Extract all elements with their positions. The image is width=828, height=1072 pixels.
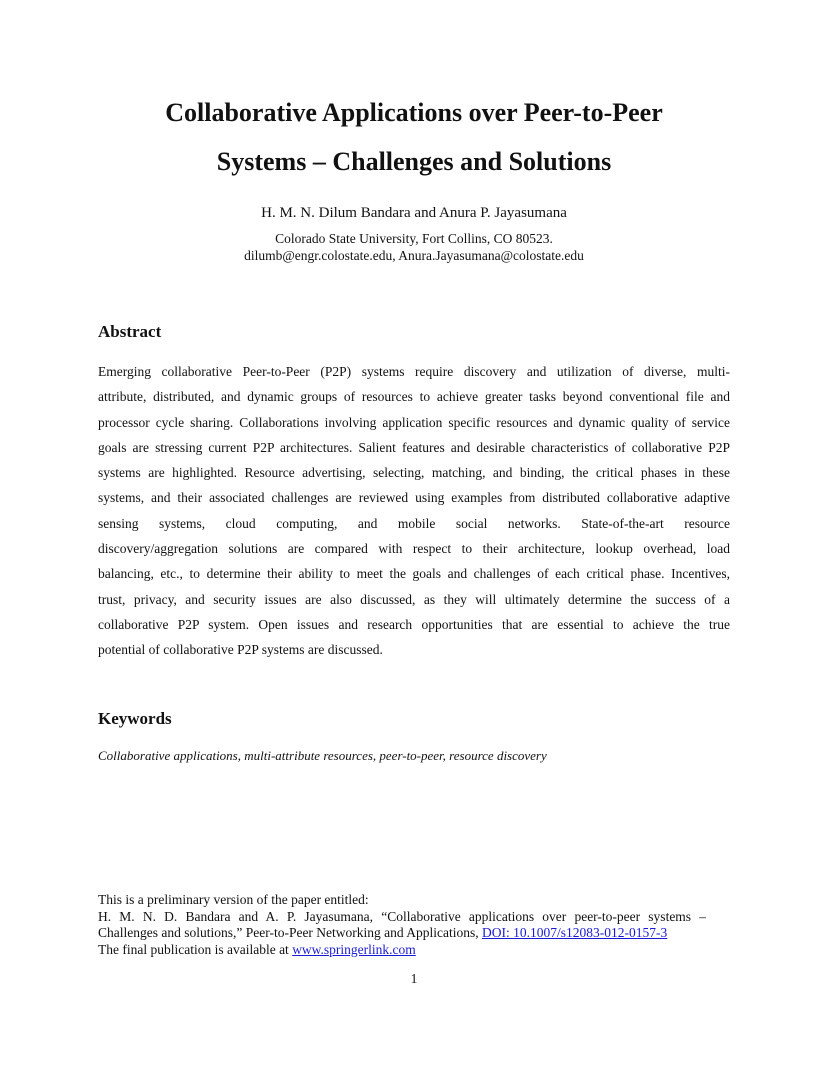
abstract-line: attribute, distributed, and dynamic groups of resources to achieve greater tasks beyond conventional file and [98,389,730,405]
note-availability-text: The final publication is available at [98,941,293,957]
affiliation: Colorado State University, Fort Collins, CO 80523. [275,231,553,246]
abstract-line: systems, and their associated challenges are reviewed using examples from distributed collaborative adaptive [98,490,730,506]
abstract-body [98,359,730,663]
abstract-line: trust, privacy, and security issues are also discussed, as they will ultimately determine the success of a [98,591,730,607]
authors: H. M. N. Dilum Bandara and Anura P. Jayasumana [261,205,567,221]
abstract-line: potential of collaborative P2P systems are discussed. [98,642,383,658]
paper-title-line-1: Collaborative Applications over Peer-to-Peer [165,98,663,127]
keywords-heading: Keywords [98,709,172,728]
abstract-line: Emerging collaborative Peer-to-Peer (P2P) systems require discovery and utilization of diverse, multi- [98,364,730,379]
keywords-text: Collaborative applications, multi-attribute resources, peer-to-peer, resource discovery [98,748,547,763]
note-citation-line-2 [98,925,706,942]
abstract-heading: Abstract [98,322,162,341]
abstract-line: discovery/aggregation solutions are compared with respect to their architecture, lookup overhead, load [98,541,730,557]
abstract-line: collaborative P2P system. Open issues and research opportunities that are essential to achieve the true [98,616,730,632]
abstract-line: sensing systems, cloud computing, and mobile social networks. State-of-the-art resource [98,515,730,531]
abstract-line: balancing, etc., to determine their ability to meet the goals and challenges of each critical phase. Incentives, [98,566,730,582]
abstract-line: systems are highlighted. Resource advertising, selecting, matching, and binding, the critical phases in these [98,465,730,481]
abstract-line: processor cycle sharing. Collaborations involving application specific resources and dynamic quality of service [98,414,730,430]
springerlink-link[interactable]: www.springerlink.com [292,941,416,957]
note-citation-line: H. M. N. D. Bandara and A. P. Jayasumana, “Collaborative applications over peer-to-peer systems – [98,908,706,924]
note-intro: This is a preliminary version of the paper entitled: [98,892,369,907]
author-emails: dilumb@engr.colostate.edu, Anura.Jayasumana@colostate.edu [244,248,584,263]
abstract-line: goals are stressing current P2P architectures. Salient features and desirable characteristics of collaborative P2P [98,439,730,455]
note-availability [98,942,706,959]
note-citation-text: Challenges and solutions,” Peer-to-Peer Networking and Applications, [98,925,483,940]
page-number: 1 [410,971,418,986]
preliminary-version-note [98,892,706,958]
paper-title-line-2: Systems – Challenges and Solutions [216,147,612,176]
doi-link[interactable]: DOI: 10.1007/s12083-012-0157-3 [482,925,668,940]
